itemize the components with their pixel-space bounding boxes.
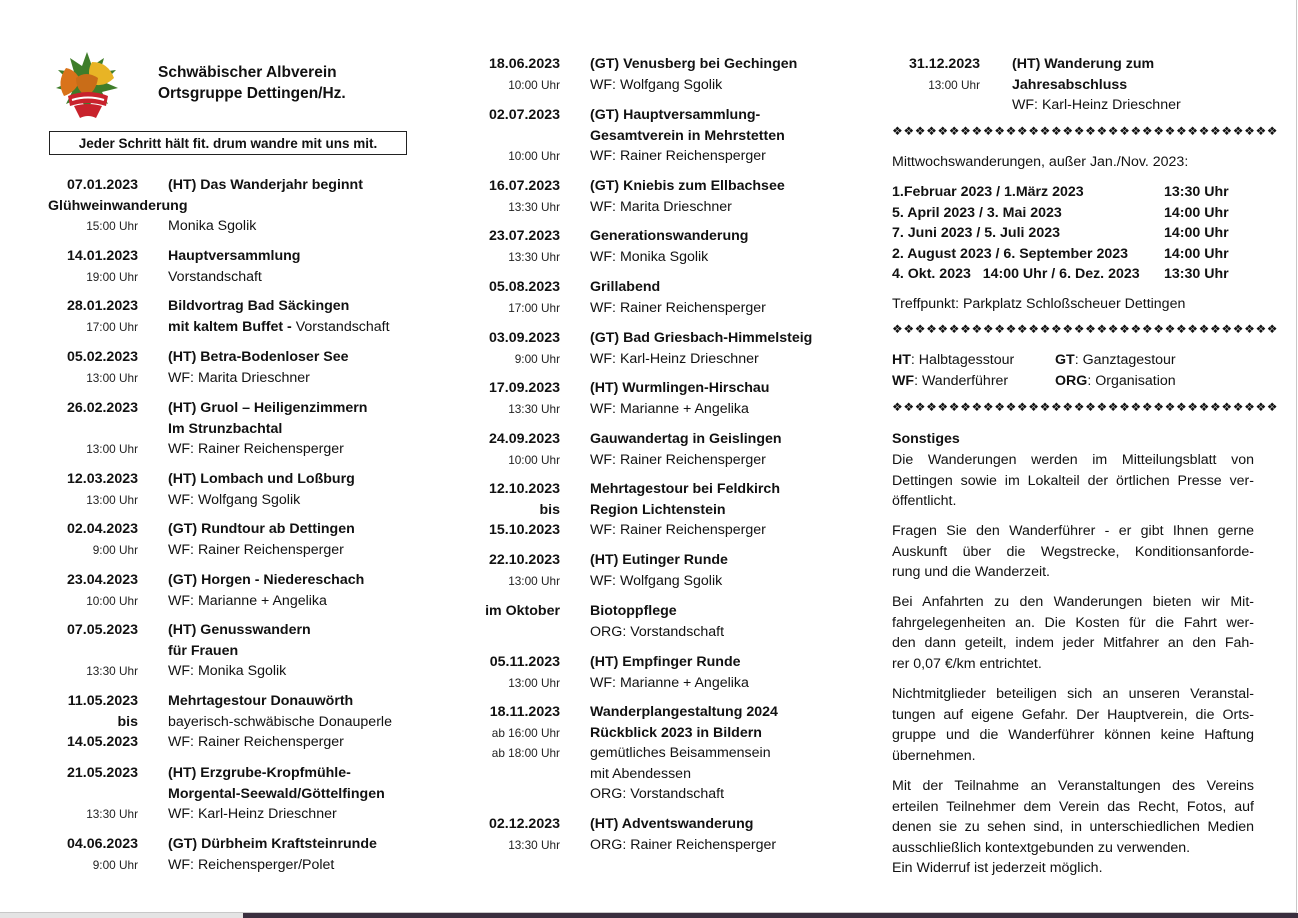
misc-paragraph: [892, 592, 1254, 674]
event-date: 28.01.2023: [66, 298, 138, 314]
event-leader-line: [590, 571, 722, 592]
event-row: [470, 247, 840, 268]
event-row: [48, 175, 418, 196]
albverein-logo: [52, 48, 122, 120]
event-leader: Monika Sgolik: [168, 218, 257, 234]
event-title-2: Morgental-Seewald/Göttelfingen: [168, 785, 385, 802]
wednesday-time: 14:00 Uhr: [1164, 225, 1229, 241]
event-row: [470, 75, 840, 96]
event-row: [470, 146, 840, 167]
event-date: 23.07.2023: [488, 228, 560, 244]
paragraph-line: denen sie zu sehen sind, in unterschiedlichen Medien: [892, 819, 1254, 835]
org-group: Ortsgruppe Dettingen/Hz.: [158, 85, 346, 102]
event-row: [48, 267, 418, 288]
divider-1: ❖❖❖❖❖❖❖❖❖❖❖❖❖❖❖❖❖❖❖❖❖❖❖❖❖❖❖❖❖❖❖❖❖❖: [892, 124, 1279, 138]
wednesday-dates: 2. August 2023 / 6. September 2023: [892, 245, 1129, 262]
event-row: [470, 835, 840, 856]
event-row: [470, 176, 840, 197]
event-leader: WF: Marianne + Angelika: [168, 592, 327, 609]
event-row: [48, 469, 418, 490]
paragraph-line: rung und die Wanderzeit.: [892, 564, 1050, 580]
event-leader-line: [168, 490, 300, 511]
legend-abbr: HT: [892, 352, 911, 368]
event-row: [470, 601, 840, 622]
event-time-2: ab 18:00 Uhr: [491, 746, 560, 760]
event-leader: Vorstandschaft: [295, 318, 390, 335]
event-end-date: 15.10.2023: [488, 522, 560, 538]
event-title: Hauptversammlung: [168, 248, 301, 264]
event-time: 13:00 Uhr: [86, 442, 138, 456]
event-row: [48, 763, 418, 784]
event-title: Grillabend: [590, 279, 661, 295]
event-block: [470, 429, 840, 470]
event-block: [470, 652, 840, 693]
legend-text: : Halbtagesstour: [910, 352, 1015, 368]
legend-wf: [892, 371, 1008, 392]
misc-paragraph: [892, 450, 1254, 512]
event-block: [48, 469, 418, 510]
event-leader: WF: Rainer Reichensperger: [590, 451, 766, 468]
wednesday-time: 13:30 Uhr: [1164, 266, 1229, 282]
event-date: 14.01.2023: [66, 248, 138, 264]
event-leader-line: [590, 75, 722, 96]
event-block: [470, 550, 840, 591]
event-leader-line: [168, 368, 310, 389]
event-row: [48, 519, 418, 540]
event-leader: ORG: Vorstandschaft: [590, 623, 725, 640]
event-row: [48, 855, 418, 876]
event-time: 17:00 Uhr: [86, 319, 138, 334]
event-row: [470, 743, 840, 764]
event-leader-prefix: mit kaltem Buffet -: [168, 318, 296, 335]
legend-abbr: WF: [892, 373, 915, 389]
wednesday-title: Mittwochswanderungen, außer Jan./Nov. 2023:: [892, 154, 1189, 170]
event-row: [470, 126, 840, 147]
event-leader: Vorstandschaft: [168, 268, 262, 285]
event-bis: bis: [117, 713, 138, 730]
event-block: [470, 814, 840, 855]
event-time: 13:30 Uhr: [86, 664, 138, 678]
event-block: [470, 277, 840, 318]
event-row: [48, 490, 418, 511]
event-block: [470, 479, 840, 541]
event-leader-line: [168, 317, 390, 338]
event-time: 13:30 Uhr: [508, 837, 560, 852]
event-date: 31.12.2023: [908, 56, 980, 72]
event-date: 24.09.2023: [488, 431, 560, 447]
paragraph-line: öffentlicht.: [892, 493, 957, 509]
misc-paragraph: [892, 684, 1254, 766]
event-time: 9:00 Uhr: [514, 351, 560, 366]
event-time: 10:00 Uhr: [508, 149, 560, 163]
event-leader: WF: Reichensperger/Polet: [168, 856, 335, 873]
wednesday-row: [892, 182, 1237, 203]
event-leader-line: [590, 298, 766, 319]
event-date: 07.05.2023: [66, 622, 138, 638]
legend-abbr: GT: [1055, 352, 1075, 368]
event-date: 05.02.2023: [66, 349, 138, 365]
paragraph-line: den dann geteilt, indem jeder Mitfahrer an den Fah-: [892, 635, 1254, 651]
event-title: Biotoppflege: [590, 603, 677, 619]
event-title-2: Gesamtverein in Mehrstetten: [590, 127, 785, 144]
event-title: (HT) Betra-Bodenloser See: [168, 349, 349, 365]
event-title: (HT) Wanderung zum: [1012, 56, 1155, 72]
event-leader: WF: Monika Sgolik: [590, 248, 709, 265]
event-block: [470, 601, 840, 642]
paragraph-line: Ein Widerruf ist jederzeit möglich.: [892, 860, 1103, 876]
event-leader: WF: Marianne + Angelika: [590, 400, 749, 417]
event-bis: bis: [539, 501, 560, 518]
event-time: 9:00 Uhr: [92, 542, 138, 557]
event-title: (HT) Gruol – Heiligenzimmern: [168, 400, 368, 416]
event-time: 13:00 Uhr: [86, 370, 138, 385]
event-date: 18.11.2023: [489, 704, 560, 720]
event-title: (HT) Eutinger Runde: [590, 552, 728, 568]
event-block: [48, 296, 418, 337]
event-leader: WF: Rainer Reichensperger: [168, 541, 344, 558]
event-leader: WF: Karl-Heinz Drieschner: [1012, 97, 1181, 113]
event-time: 13:00 Uhr: [508, 573, 560, 588]
wednesday-row: [892, 203, 1237, 224]
event-title: (GT) Venusberg bei Gechingen: [590, 56, 798, 72]
wednesday-time: 14:00 Uhr: [1164, 245, 1229, 262]
paragraph-line: Fragen Sie den Wanderführer - er gibt Ihnen gerne: [892, 523, 1254, 539]
legend-text: : Ganztagestour: [1074, 352, 1176, 368]
event-row: [48, 784, 418, 805]
event-title-2: Region Lichtenstein: [590, 501, 726, 518]
event-row: [470, 328, 840, 349]
wednesday-dates: 4. Okt. 2023 14:00 Uhr / 6. Dez. 2023: [892, 266, 1140, 282]
meeting-point: Treffpunkt: Parkplatz Schloßscheuer Dettingen: [892, 296, 1186, 312]
event-time: 10:00 Uhr: [86, 593, 138, 608]
event-date: 03.09.2023: [488, 330, 560, 346]
event-title: (HT) Empfinger Runde: [590, 654, 741, 670]
event-date: 21.05.2023: [66, 765, 138, 781]
misc-heading: Sonstiges: [892, 431, 960, 447]
event-title: Wanderplangestaltung 2024: [590, 704, 778, 720]
event-leader: WF: Rainer Reichensperger: [590, 299, 766, 316]
event-date: 07.01.2023: [66, 177, 138, 193]
event-title: (GT) Kniebis zum Ellbachsee: [590, 178, 785, 194]
event-row: [470, 673, 840, 694]
event-title: (HT) Wurmlingen-Hirschau: [590, 380, 770, 396]
event-date: 02.12.2023: [488, 816, 560, 832]
event-time: 19:00 Uhr: [86, 269, 138, 284]
legend-org: [1055, 371, 1176, 392]
event-row: [470, 105, 840, 126]
event-row: [470, 500, 840, 521]
event-row: [48, 732, 418, 753]
event-row: [470, 349, 840, 370]
event-title-2: Glühweinwanderung: [48, 197, 188, 214]
event-date: 05.11.2023: [489, 654, 560, 670]
event-block: [48, 620, 418, 682]
event-block: [470, 378, 840, 419]
event-date: im Oktober: [485, 603, 560, 619]
event-title: (HT) Erzgrube-Kropfmühle-: [168, 765, 351, 781]
event-title: (GT) Horgen - Niedereschach: [168, 572, 365, 588]
event-leader: ORG: Vorstandschaft: [590, 786, 725, 802]
event-leader: WF: Marita Drieschner: [168, 369, 310, 386]
legend-ht: [892, 350, 1014, 371]
event-leader: WF: Karl-Heinz Drieschner: [168, 806, 337, 822]
event-leader-line: [168, 267, 262, 288]
event-row: [48, 398, 418, 419]
event-date: 17.09.2023: [488, 380, 560, 396]
event-row: [470, 814, 840, 835]
event-row: [48, 317, 418, 338]
event-leader: WF: Wolfgang Sgolik: [590, 76, 723, 93]
event-row: [48, 804, 418, 825]
event-date: 12.03.2023: [66, 471, 138, 487]
misc-paragraph: [892, 776, 1254, 879]
organization-title: [158, 62, 346, 104]
event-row: [470, 571, 840, 592]
event-title-2: Rückblick 2023 in Bildern: [590, 724, 762, 741]
event-leader-line: [590, 399, 749, 420]
event-leader-line: [590, 197, 732, 218]
event-date: 02.04.2023: [66, 521, 138, 537]
event-block: [48, 246, 418, 287]
event-row: [470, 378, 840, 399]
event-block: [48, 570, 418, 611]
event-block: [48, 834, 418, 875]
event-row: [48, 296, 418, 317]
paragraph-line: Auskunft über die Wegstrecke, Konditionsanforde-: [892, 543, 1254, 560]
event-row: [470, 197, 840, 218]
header: [52, 48, 412, 128]
org-name: Schwäbischer Albverein: [158, 64, 337, 81]
paragraph-line: übernehmen.: [892, 747, 976, 764]
event-note-2: mit Abendessen: [590, 765, 691, 782]
event-time: 13:30 Uhr: [86, 807, 138, 821]
event-row: [48, 712, 418, 733]
event-row: [470, 764, 840, 785]
event-block: [48, 691, 418, 753]
event-row: [470, 429, 840, 450]
event-time: 10:00 Uhr: [508, 77, 560, 92]
event-row: [48, 834, 418, 855]
event-row: [48, 216, 418, 237]
event-leader: WF: Rainer Reichensperger: [168, 441, 344, 457]
event-leader-line: [590, 450, 766, 471]
paragraph-line: ausschließlich kontextgebunden zu verwenden.: [892, 839, 1191, 856]
motto-box: Jeder Schritt hält fit. drum wandre mit uns mit.: [49, 131, 407, 155]
wednesday-dates: 5. April 2023 / 3. Mai 2023: [892, 204, 1062, 221]
event-row: [48, 591, 418, 612]
event-date: 23.04.2023: [66, 572, 138, 588]
event-title: (GT) Dürbheim Kraftsteinrunde: [168, 836, 377, 852]
event-row: [470, 723, 840, 744]
event-block: [470, 54, 840, 95]
paragraph-line: Die Wanderungen werden im Mitteilungsblatt von: [892, 452, 1254, 468]
event-time: 13:00 Uhr: [928, 77, 980, 92]
event-date: 22.10.2023: [488, 552, 560, 568]
legend-text: : Wanderführer: [914, 373, 1009, 389]
event-date: 26.02.2023: [66, 400, 138, 416]
event-title: (HT) Das Wanderjahr beginnt: [168, 177, 363, 193]
event-row: [470, 784, 840, 805]
event-block: [470, 176, 840, 217]
event-block: [48, 519, 418, 560]
paragraph-line: Dettingen sowie im Lokalteil der örtlichen Presse ver-: [892, 472, 1254, 489]
event-time: 13:30 Uhr: [508, 199, 560, 214]
paragraph-line: tungen auf eigene Gefahr. Der Hauptverein, die Orts-: [892, 706, 1254, 723]
divider-2: ❖❖❖❖❖❖❖❖❖❖❖❖❖❖❖❖❖❖❖❖❖❖❖❖❖❖❖❖❖❖❖❖❖❖: [892, 322, 1279, 336]
taskbar-strip: [243, 913, 1298, 918]
wednesday-time: 14:00 Uhr: [1164, 204, 1229, 221]
wednesday-time: 13:30 Uhr: [1164, 184, 1229, 200]
event-block: [470, 226, 840, 267]
event-row: [48, 540, 418, 561]
event-block: [470, 328, 840, 369]
event-row: [470, 54, 840, 75]
event-row: [470, 226, 840, 247]
misc-paragraph: [892, 521, 1254, 583]
event-row: [470, 277, 840, 298]
event-title: (GT) Bad Griesbach-Himmelsteig: [590, 330, 813, 346]
event-row: [48, 368, 418, 389]
event-row: [470, 550, 840, 571]
event-date: 02.07.2023: [488, 107, 560, 123]
event-silvester: [892, 54, 1262, 116]
event-leader-line: [168, 540, 344, 561]
event-row: [48, 641, 418, 662]
event-leader-line: [168, 855, 334, 876]
event-leader-line: [168, 591, 327, 612]
event-row: [470, 520, 840, 541]
event-title: Generationswanderung: [590, 228, 749, 244]
event-title: Bildvortrag Bad Säckingen: [168, 298, 350, 314]
paragraph-line: erteilen Teilnehmer dem Verein das Recht, Fotos, auf: [892, 798, 1254, 815]
event-date: 05.08.2023: [488, 279, 560, 295]
event-leader: WF: Karl-Heinz Drieschner: [590, 350, 759, 367]
event-date: 16.07.2023: [488, 178, 560, 194]
event-time: 9:00 Uhr: [92, 857, 138, 872]
event-leader: WF: Rainer Reichensperger: [590, 148, 766, 164]
paragraph-line: gruppe und die Wanderführer können keine Haftung: [892, 727, 1254, 743]
event-title-2: Im Strunzbachtal: [168, 420, 283, 437]
event-date: 18.06.2023: [488, 56, 560, 72]
event-leader-line: [590, 247, 708, 268]
paragraph-line: Nichtmitglieder beteiligen sich an unseren Veranstal-: [892, 686, 1254, 702]
event-leader: WF: Rainer Reichensperger: [590, 522, 766, 538]
event-block: [48, 175, 418, 237]
event-title-2: für Frauen: [168, 642, 239, 659]
event-row: [470, 298, 840, 319]
legend-gt: [1055, 350, 1176, 371]
event-end-date: 14.05.2023: [66, 734, 138, 750]
event-row: [48, 570, 418, 591]
event-row: [470, 622, 840, 643]
event-title: Gauwandertag in Geislingen: [590, 431, 782, 447]
event-leader: WF: Monika Sgolik: [168, 663, 287, 679]
event-title: (HT) Genusswandern: [168, 622, 311, 638]
event-title: (HT) Lombach und Loßburg: [168, 471, 355, 487]
paragraph-line: fahrgelegenheiten an. Die Kosten für die Fahrt wer-: [892, 614, 1254, 631]
wednesday-row: [892, 264, 1237, 285]
event-row: [48, 661, 418, 682]
event-date: 11.05.2023: [67, 693, 138, 709]
event-date: 12.10.2023: [488, 481, 560, 497]
wednesday-row: [892, 244, 1237, 265]
event-title-2: Jahresabschluss: [1012, 76, 1128, 93]
event-time: ab 16:00 Uhr: [491, 725, 560, 740]
event-title: (GT) Rundtour ab Dettingen: [168, 521, 355, 537]
event-title: Mehrtagestour Donauwörth: [168, 693, 354, 709]
divider-3: ❖❖❖❖❖❖❖❖❖❖❖❖❖❖❖❖❖❖❖❖❖❖❖❖❖❖❖❖❖❖❖❖❖❖: [892, 400, 1279, 414]
event-time: 13:00 Uhr: [508, 675, 560, 690]
paragraph-line: Mit der Teilnahme an Veranstaltungen des Vereins: [892, 778, 1254, 794]
event-time: 17:00 Uhr: [508, 300, 560, 315]
event-block: [48, 347, 418, 388]
event-row: [470, 399, 840, 420]
wednesday-dates: 7. Juni 2023 / 5. Juli 2023: [892, 225, 1060, 241]
event-title: (HT) Adventswanderung: [590, 816, 754, 832]
event-row: [48, 439, 418, 460]
event-time: 13:30 Uhr: [508, 249, 560, 264]
paragraph-line: Bei Anfahrten zu den Wanderungen bieten wir Mit-: [892, 594, 1254, 610]
event-leader: WF: Wolfgang Sgolik: [168, 491, 301, 508]
event-leader-line: [590, 673, 749, 694]
event-leader: WF: Marianne + Angelika: [590, 674, 749, 691]
event-leader: WF: Rainer Reichensperger: [168, 734, 344, 750]
event-leader: ORG: Rainer Reichensperger: [590, 836, 777, 853]
event-row: [48, 246, 418, 267]
event-block: [470, 702, 840, 805]
event-title: Mehrtagestour bei Feldkirch: [590, 481, 780, 497]
event-subtitle: bayerisch-schwäbische Donauperle: [168, 713, 392, 730]
event-row: [470, 450, 840, 471]
event-title: (GT) Hauptversammlung-: [590, 107, 761, 123]
wednesday-dates: 1.Februar 2023 / 1.März 2023: [892, 184, 1084, 200]
wednesday-row: [892, 223, 1237, 244]
event-date: 04.06.2023: [66, 836, 138, 852]
event-row: [48, 691, 418, 712]
legend-text: : Organisation: [1087, 373, 1176, 389]
event-row: [48, 196, 418, 217]
event-leader-line: [590, 622, 724, 643]
paragraph-line: rer 0,07 €/km entrichtet.: [892, 655, 1042, 672]
event-row: [470, 702, 840, 723]
event-block: [48, 763, 418, 825]
event-time: 15:00 Uhr: [86, 219, 138, 233]
event-row: [470, 652, 840, 673]
event-block: [470, 105, 840, 167]
event-row: [48, 620, 418, 641]
event-time: 13:30 Uhr: [508, 401, 560, 416]
event-row: [470, 479, 840, 500]
event-leader: WF: Marita Drieschner: [590, 198, 732, 215]
event-leader-line: [590, 349, 759, 370]
event-leader-line: [590, 835, 776, 856]
event-time: 10:00 Uhr: [508, 452, 560, 467]
event-row: [48, 419, 418, 440]
event-time: 13:00 Uhr: [86, 492, 138, 507]
event-row: [48, 347, 418, 368]
event-leader: WF: Wolfgang Sgolik: [590, 572, 723, 589]
event-block: [48, 398, 418, 460]
legend-abbr: ORG: [1055, 373, 1088, 389]
event-note: gemütliches Beisammensein: [590, 745, 771, 761]
